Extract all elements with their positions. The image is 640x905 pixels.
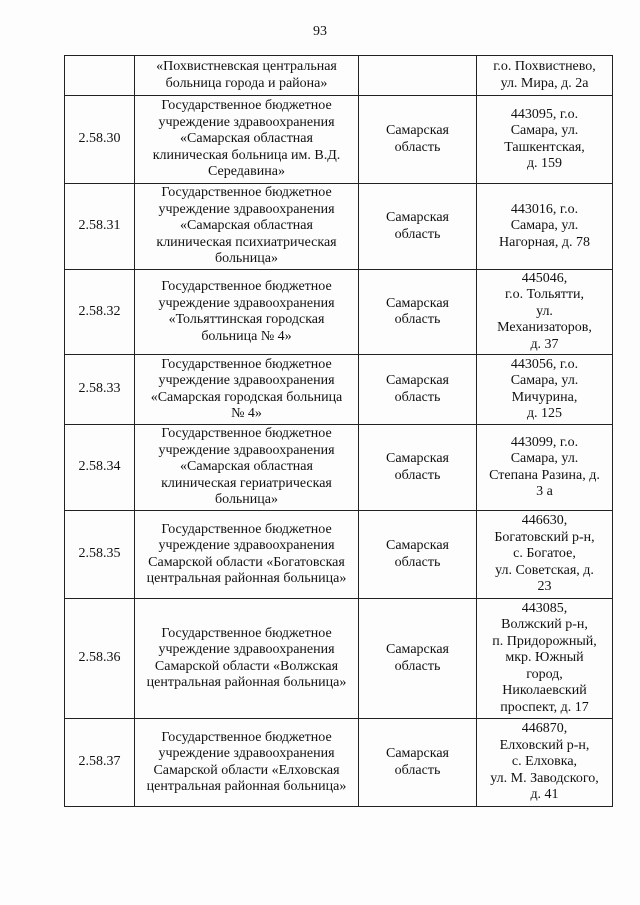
region: Самарская область [359, 355, 477, 425]
row-number: 2.58.36 [65, 599, 135, 719]
institution-name: Государственное бюджетное учреждение здравоохранения «Самарская областная клиническая больница им. В.Д. Середавина» [135, 96, 359, 184]
institution-name: Государственное бюджетное учреждение здравоохранения «Самарская областная клиническая гериатрическая больница» [135, 425, 359, 511]
region: Самарская область [359, 511, 477, 599]
institution-name: Государственное бюджетное учреждение здравоохранения «Самарская областная клиническая психиатрическая больница» [135, 184, 359, 270]
row-number: 2.58.35 [65, 511, 135, 599]
page-number: 93 [313, 24, 327, 39]
address: 446630, Богатовский р-н, с. Богатое, ул. Советская, д. 23 [477, 511, 613, 599]
table-row [65, 355, 613, 425]
institution-name: Государственное бюджетное учреждение здравоохранения Самарской области «Елховская центральная районная больница» [135, 719, 359, 807]
institution-name: Государственное бюджетное учреждение здравоохранения «Самарская городская больница № 4» [135, 355, 359, 425]
table-row [65, 511, 613, 599]
address: 443085, Волжский р-н, п. Придорожный, мкр. Южный город, Николаевский проспект, д. 17 [477, 599, 613, 719]
institution-name: Государственное бюджетное учреждение здравоохранения Самарской области «Волжская центральная районная больница» [135, 599, 359, 719]
region: Самарская область [359, 270, 477, 355]
row-number: 2.58.30 [65, 96, 135, 184]
institution-name: «Похвистневская центральная больница города и района» [135, 56, 359, 96]
table-row [65, 425, 613, 511]
address: 443095, г.о. Самара, ул. Ташкентская, д. 159 [477, 96, 613, 184]
region: Самарская область [359, 184, 477, 270]
table-row [65, 96, 613, 184]
institution-name: Государственное бюджетное учреждение здравоохранения «Тольяттинская городская больница № 4» [135, 270, 359, 355]
row-number: 2.58.34 [65, 425, 135, 511]
address: г.о. Похвистнево, ул. Мира, д. 2а [477, 56, 613, 96]
institution-name: Государственное бюджетное учреждение здравоохранения Самарской области «Богатовская центральная районная больница» [135, 511, 359, 599]
row-number [65, 56, 135, 96]
table-row [65, 184, 613, 270]
address: 443016, г.о. Самара, ул. Нагорная, д. 78 [477, 184, 613, 270]
table-row [65, 56, 613, 96]
hospital-table [64, 55, 613, 807]
table-row [65, 719, 613, 807]
region [359, 56, 477, 96]
row-number: 2.58.31 [65, 184, 135, 270]
region: Самарская область [359, 425, 477, 511]
region: Самарская область [359, 719, 477, 807]
table-row [65, 270, 613, 355]
table-row [65, 599, 613, 719]
row-number: 2.58.33 [65, 355, 135, 425]
region: Самарская область [359, 96, 477, 184]
address: 443056, г.о. Самара, ул. Мичурина, д. 125 [477, 355, 613, 425]
address: 443099, г.о. Самара, ул. Степана Разина, д. 3 а [477, 425, 613, 511]
address: 446870, Елховский р-н, с. Елховка, ул. М. Заводского, д. 41 [477, 719, 613, 807]
address: 445046, г.о. Тольятти, ул. Механизаторов, д. 37 [477, 270, 613, 355]
row-number: 2.58.37 [65, 719, 135, 807]
region: Самарская область [359, 599, 477, 719]
row-number: 2.58.32 [65, 270, 135, 355]
